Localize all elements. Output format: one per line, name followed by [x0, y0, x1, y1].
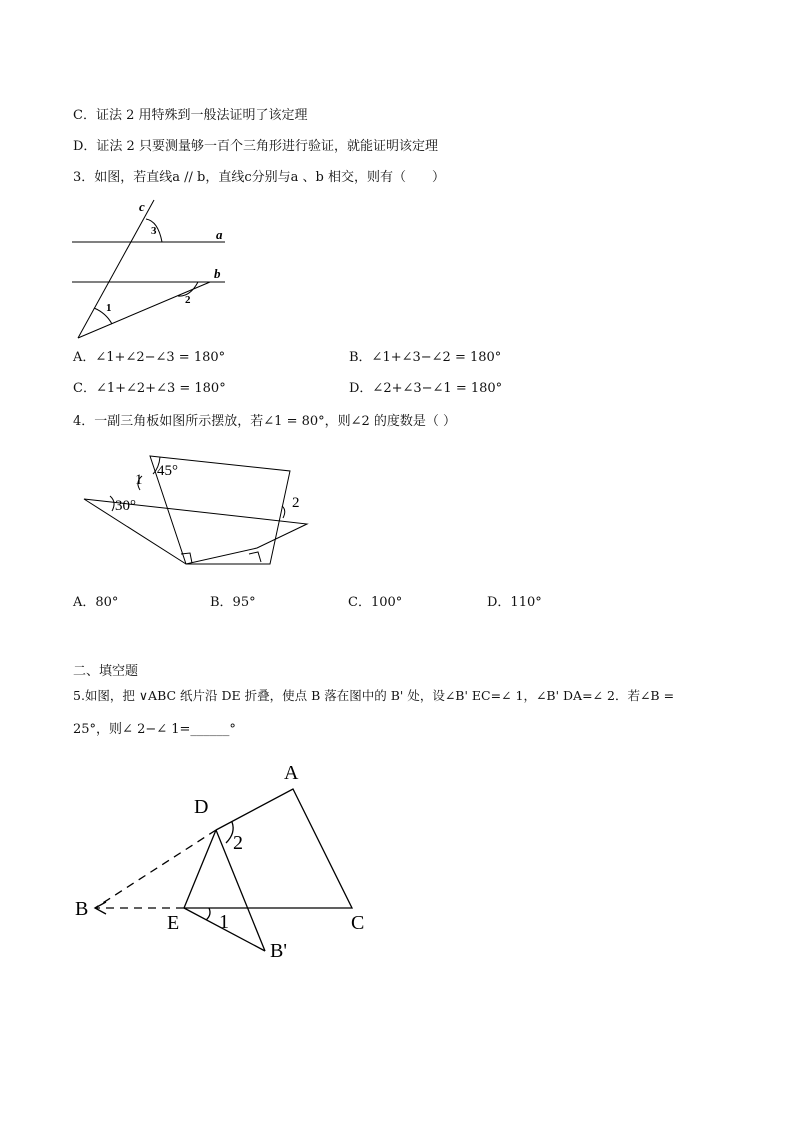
q3-option-c: C．∠1+∠2+∠3 = 180°: [73, 381, 226, 396]
q3-option-b: B．∠1+∠3−∠2 = 180°: [349, 350, 502, 365]
prev-option-c: C．证法 2 用特殊到一般法证明了该定理: [73, 108, 308, 123]
q4-option-a: A．80°: [73, 595, 119, 610]
q5-line-1: 5.如图，把 ∨ABC 纸片沿 DE 折叠，使点 B 落在图中的 B' 处，设∠B' EC=∠ 1，∠B' DA=∠ 2．若∠B =: [73, 688, 675, 703]
label-e: E: [167, 912, 180, 934]
angle-1-arc: [206, 908, 210, 920]
q3-stem: 3．如图，若直线a // b，直线c分别与a 、b 相交，则有（ ）: [73, 170, 445, 185]
segment-d-a-c-e: [184, 789, 352, 908]
q4-stem: 4．一副三角板如图所示摆放，若∠1 = 80°，则∠2 的度数是（ ）: [73, 414, 457, 429]
q3-option-a: A．∠1+∠2−∠3 = 180°: [73, 350, 226, 365]
label-angle-1: 1: [135, 472, 143, 488]
q4-figure: [75, 440, 335, 575]
label-angle-2: 2: [233, 832, 243, 854]
dashed-db: [95, 830, 216, 908]
label-45: 45°: [157, 463, 178, 479]
label-b: b: [214, 266, 221, 281]
q3-figure: [60, 195, 300, 345]
q5-line-2: 25°，则∠ 2−∠ 1=______°: [73, 722, 236, 737]
angle-30-arc: [110, 496, 114, 511]
q4-option-b: B．95°: [210, 595, 256, 610]
label-30: 30°: [115, 498, 136, 514]
label-angle-1: 1: [106, 302, 112, 314]
label-a: a: [216, 227, 223, 242]
label-d: D: [194, 796, 209, 818]
label-b: B: [75, 898, 89, 920]
label-angle-1: 1: [219, 911, 229, 933]
label-angle-2: 2: [185, 294, 191, 306]
label-a: A: [284, 762, 299, 784]
right-angle-mark-right: [249, 552, 261, 562]
label-c: C: [351, 912, 365, 934]
prev-option-d: D．证法 2 只要测量够一百个三角形进行验证，就能证明该定理: [73, 139, 438, 154]
label-b-prime: B': [270, 940, 287, 962]
section-heading: 二、填空题: [73, 664, 139, 679]
q5-figure: [70, 755, 390, 970]
q3-option-d: D．∠2+∠3−∠1 = 180°: [349, 381, 503, 396]
q4-option-c: C．100°: [348, 595, 403, 610]
fold-line-de: [184, 830, 216, 908]
label-angle-3: 3: [151, 225, 157, 237]
q4-option-d: D．110°: [487, 595, 542, 610]
label-angle-2: 2: [292, 495, 300, 511]
line-c: [78, 200, 154, 338]
label-c: c: [139, 199, 145, 214]
